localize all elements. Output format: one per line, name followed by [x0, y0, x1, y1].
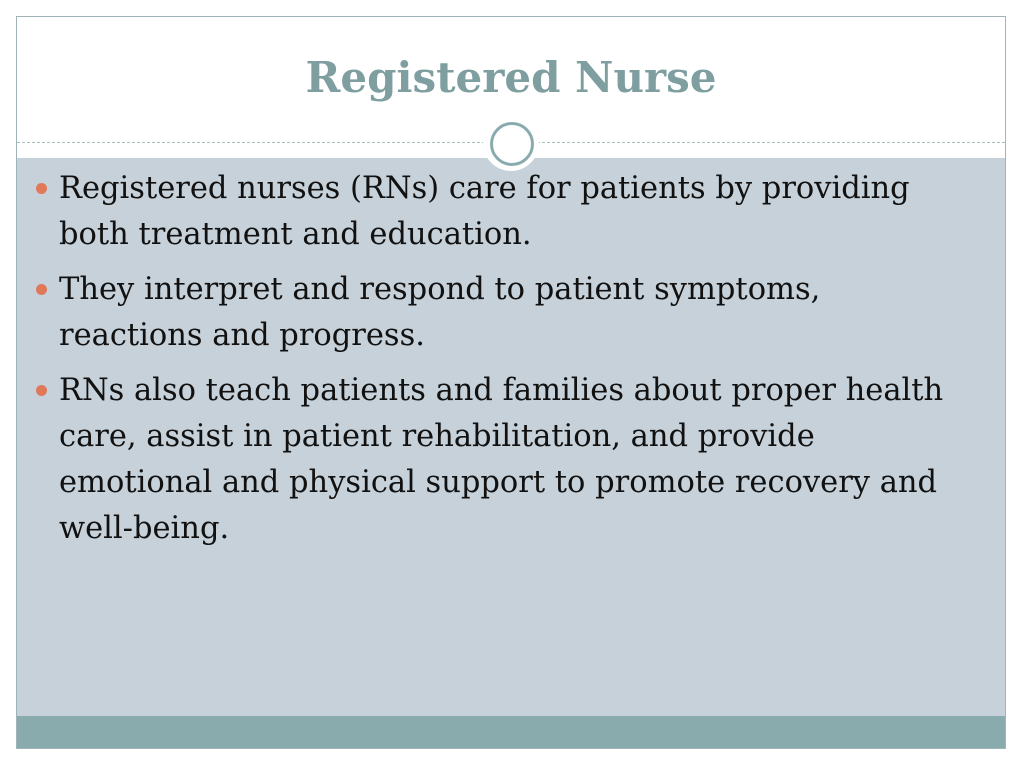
bullet-text: They interpret and respond to patient symptoms, reactions and progress.: [59, 272, 821, 353]
circle-ring-icon: [483, 115, 539, 171]
bullet-text: RNs also teach patients and families about proper health care, assist in patient rehabilitation, and provide emotional and physical support to promote recovery and well-being.: [59, 373, 944, 546]
bullet-text: Registered nurses (RNs) care for patients by providing both treatment and education.: [59, 171, 910, 252]
bullet-dot-icon: [36, 284, 47, 295]
bullet-dot-icon: [36, 385, 47, 396]
bullet-list: [36, 166, 956, 561]
bullet-item: [36, 166, 956, 258]
footer-band: [17, 716, 1005, 749]
slide-title: Registered Nurse: [305, 53, 717, 102]
bullet-item: [36, 267, 956, 359]
bullet-dot-icon: [36, 183, 47, 194]
ornament-ring: [490, 122, 534, 166]
bullet-item: [36, 368, 956, 552]
